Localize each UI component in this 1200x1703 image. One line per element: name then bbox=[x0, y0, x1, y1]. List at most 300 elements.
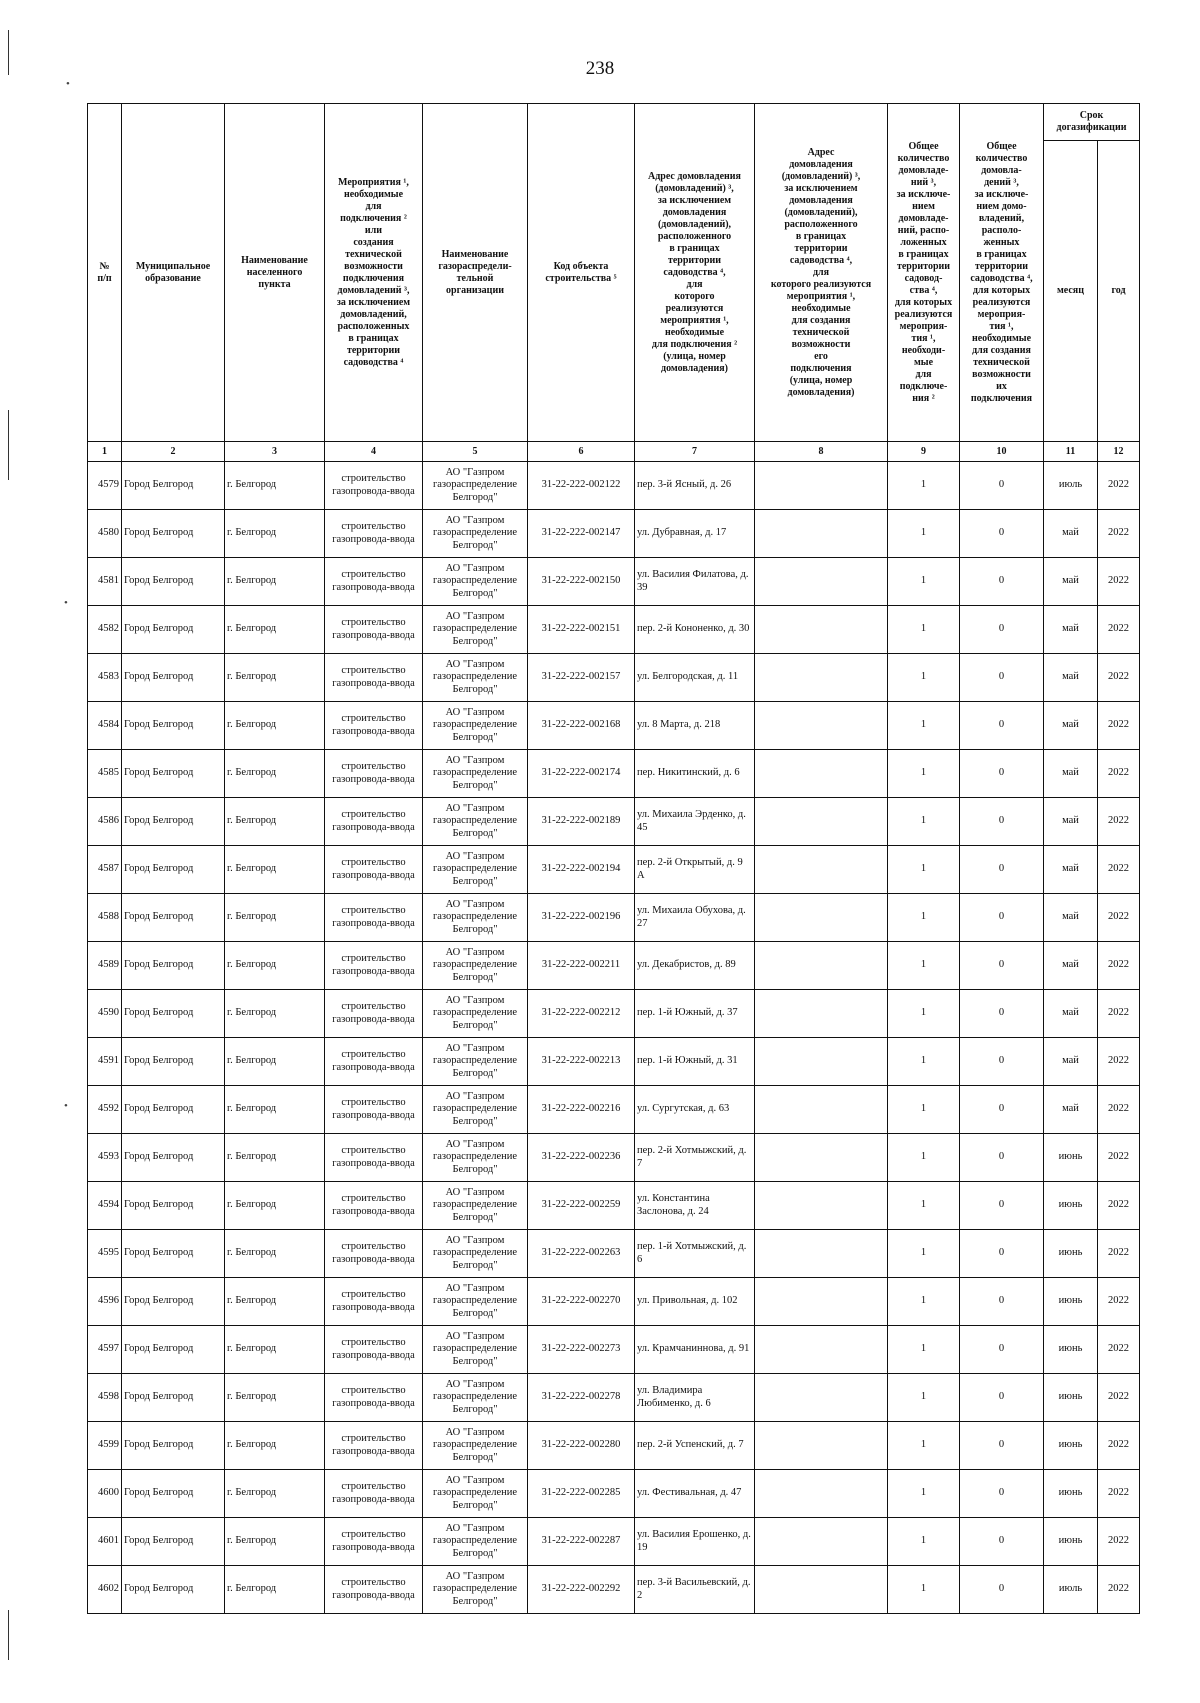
gas-organization-cell: АО "Газпром газораспределение Белгород" bbox=[423, 1374, 528, 1422]
measure-cell: строительство газопровода-ввода bbox=[325, 558, 423, 606]
municipality-cell: Город Белгород bbox=[122, 990, 225, 1038]
gas-organization-cell: АО "Газпром газораспределение Белгород" bbox=[423, 846, 528, 894]
measure-cell: строительство газопровода-ввода bbox=[325, 606, 423, 654]
gas-organization-cell: АО "Газпром газораспределение Белгород" bbox=[423, 1518, 528, 1566]
object-code-cell: 31-22-222-002213 bbox=[528, 1038, 635, 1086]
year-cell: 2022 bbox=[1098, 606, 1140, 654]
address-capability-cell bbox=[755, 1278, 888, 1326]
margin-dot: • bbox=[64, 1100, 68, 1112]
count-capability-cell: 0 bbox=[960, 942, 1044, 990]
measure-cell: строительство газопровода-ввода bbox=[325, 1518, 423, 1566]
measure-cell: строительство газопровода-ввода bbox=[325, 894, 423, 942]
year-cell: 2022 bbox=[1098, 1326, 1140, 1374]
municipality-cell: Город Белгород bbox=[122, 1230, 225, 1278]
count-connection-cell: 1 bbox=[888, 990, 960, 1038]
object-code-cell: 31-22-222-002292 bbox=[528, 1566, 635, 1614]
count-connection-cell: 1 bbox=[888, 1374, 960, 1422]
year-cell: 2022 bbox=[1098, 558, 1140, 606]
address-cell: ул. Дубравная, д. 17 bbox=[635, 510, 755, 558]
address-cell: ул. Владимира Любименко, д. 6 bbox=[635, 1374, 755, 1422]
table-row bbox=[88, 798, 1140, 846]
count-connection-cell: 1 bbox=[888, 1470, 960, 1518]
month-cell: июнь bbox=[1044, 1518, 1098, 1566]
object-code-cell: 31-22-222-002151 bbox=[528, 606, 635, 654]
address-capability-cell bbox=[755, 798, 888, 846]
month-cell: май bbox=[1044, 702, 1098, 750]
count-connection-cell: 1 bbox=[888, 1230, 960, 1278]
header-address-capability: Адрес домовладения (домовладений) ³, за исключением домовладения (домовладений), расположенного в границах территории садоводства ⁴, для которого реализуются мероприятия ¹, необходимые для создания технической возможности его подключения (улица, номер домовладения) bbox=[755, 104, 888, 442]
year-cell: 2022 bbox=[1098, 1374, 1140, 1422]
municipality-cell: Город Белгород bbox=[122, 702, 225, 750]
gas-organization-cell: АО "Газпром газораспределение Белгород" bbox=[423, 702, 528, 750]
object-code-cell: 31-22-222-002168 bbox=[528, 702, 635, 750]
municipality-cell: Город Белгород bbox=[122, 798, 225, 846]
address-cell: ул. Константина Заслонова, д. 24 bbox=[635, 1182, 755, 1230]
count-capability-cell: 0 bbox=[960, 894, 1044, 942]
header-measures: Мероприятия ¹, необходимые для подключения ² или создания технической возможности подключения домовладений ³, за исключением домовладений, расположенных в границах территории садоводства ⁴ bbox=[325, 104, 423, 442]
measure-cell: строительство газопровода-ввода bbox=[325, 1566, 423, 1614]
object-code-cell: 31-22-222-002259 bbox=[528, 1182, 635, 1230]
count-capability-cell: 0 bbox=[960, 1326, 1044, 1374]
row-number: 4582 bbox=[88, 606, 122, 654]
address-cell: ул. Василия Филатова, д. 39 bbox=[635, 558, 755, 606]
year-cell: 2022 bbox=[1098, 1038, 1140, 1086]
settlement-cell: г. Белгород bbox=[225, 606, 325, 654]
table-row bbox=[88, 894, 1140, 942]
count-capability-cell: 0 bbox=[960, 606, 1044, 654]
municipality-cell: Город Белгород bbox=[122, 1518, 225, 1566]
page-number: 238 bbox=[585, 58, 615, 79]
count-connection-cell: 1 bbox=[888, 846, 960, 894]
municipality-cell: Город Белгород bbox=[122, 558, 225, 606]
row-number: 4580 bbox=[88, 510, 122, 558]
header-month: месяц bbox=[1044, 141, 1098, 442]
table-row bbox=[88, 510, 1140, 558]
column-number-row bbox=[88, 442, 1140, 462]
table-body bbox=[88, 462, 1140, 1614]
municipality-cell: Город Белгород bbox=[122, 1182, 225, 1230]
table-row bbox=[88, 1086, 1140, 1134]
settlement-cell: г. Белгород bbox=[225, 1470, 325, 1518]
address-cell: ул. Фестивальная, д. 47 bbox=[635, 1470, 755, 1518]
object-code-cell: 31-22-222-002287 bbox=[528, 1518, 635, 1566]
settlement-cell: г. Белгород bbox=[225, 1278, 325, 1326]
row-number: 4584 bbox=[88, 702, 122, 750]
table-row bbox=[88, 1134, 1140, 1182]
table-row bbox=[88, 462, 1140, 510]
address-cell: пер. 2-й Успенский, д. 7 bbox=[635, 1422, 755, 1470]
margin-rule bbox=[8, 1610, 9, 1660]
municipality-cell: Город Белгород bbox=[122, 1086, 225, 1134]
table-row bbox=[88, 942, 1140, 990]
municipality-cell: Город Белгород bbox=[122, 654, 225, 702]
row-number: 4591 bbox=[88, 1038, 122, 1086]
month-cell: май bbox=[1044, 894, 1098, 942]
count-capability-cell: 0 bbox=[960, 990, 1044, 1038]
table-row bbox=[88, 1470, 1140, 1518]
row-number: 4581 bbox=[88, 558, 122, 606]
table-row bbox=[88, 846, 1140, 894]
object-code-cell: 31-22-222-002285 bbox=[528, 1470, 635, 1518]
year-cell: 2022 bbox=[1098, 1566, 1140, 1614]
count-connection-cell: 1 bbox=[888, 1422, 960, 1470]
header-row-number: № п/п bbox=[88, 104, 122, 442]
column-number-cell: 4 bbox=[325, 442, 423, 462]
object-code-cell: 31-22-222-002150 bbox=[528, 558, 635, 606]
municipality-cell: Город Белгород bbox=[122, 1326, 225, 1374]
header-count-connection: Общее количество домовладе- ний ³, за исключе- нием домовладе- ний, распо- ложенных в границах территории садовод- ства ⁴, для которых реализуются мероприя- тия ¹, необходи- мые для подключе- ния ² bbox=[888, 104, 960, 442]
row-number: 4583 bbox=[88, 654, 122, 702]
count-connection-cell: 1 bbox=[888, 1182, 960, 1230]
settlement-cell: г. Белгород bbox=[225, 1518, 325, 1566]
row-number: 4592 bbox=[88, 1086, 122, 1134]
header-settlement: Наименование населенного пункта bbox=[225, 104, 325, 442]
object-code-cell: 31-22-222-002174 bbox=[528, 750, 635, 798]
measure-cell: строительство газопровода-ввода bbox=[325, 1278, 423, 1326]
measure-cell: строительство газопровода-ввода bbox=[325, 1230, 423, 1278]
settlement-cell: г. Белгород bbox=[225, 510, 325, 558]
address-capability-cell bbox=[755, 1326, 888, 1374]
gas-organization-cell: АО "Газпром газораспределение Белгород" bbox=[423, 750, 528, 798]
year-cell: 2022 bbox=[1098, 1182, 1140, 1230]
address-capability-cell bbox=[755, 462, 888, 510]
measure-cell: строительство газопровода-ввода bbox=[325, 1326, 423, 1374]
gas-organization-cell: АО "Газпром газораспределение Белгород" bbox=[423, 1422, 528, 1470]
settlement-cell: г. Белгород bbox=[225, 1038, 325, 1086]
column-number-cell: 10 bbox=[960, 442, 1044, 462]
object-code-cell: 31-22-222-002196 bbox=[528, 894, 635, 942]
settlement-cell: г. Белгород bbox=[225, 1086, 325, 1134]
month-cell: май bbox=[1044, 606, 1098, 654]
settlement-cell: г. Белгород bbox=[225, 1182, 325, 1230]
margin-dot: • bbox=[66, 78, 70, 90]
object-code-cell: 31-22-222-002236 bbox=[528, 1134, 635, 1182]
object-code-cell: 31-22-222-002270 bbox=[528, 1278, 635, 1326]
count-connection-cell: 1 bbox=[888, 1278, 960, 1326]
month-cell: май bbox=[1044, 1038, 1098, 1086]
month-cell: май bbox=[1044, 798, 1098, 846]
gas-organization-cell: АО "Газпром газораспределение Белгород" bbox=[423, 1086, 528, 1134]
address-capability-cell bbox=[755, 606, 888, 654]
address-cell: ул. Привольная, д. 102 bbox=[635, 1278, 755, 1326]
year-cell: 2022 bbox=[1098, 846, 1140, 894]
address-cell: ул. Белгородская, д. 11 bbox=[635, 654, 755, 702]
year-cell: 2022 bbox=[1098, 654, 1140, 702]
settlement-cell: г. Белгород bbox=[225, 1374, 325, 1422]
object-code-cell: 31-22-222-002194 bbox=[528, 846, 635, 894]
count-connection-cell: 1 bbox=[888, 1038, 960, 1086]
measure-cell: строительство газопровода-ввода bbox=[325, 990, 423, 1038]
year-cell: 2022 bbox=[1098, 990, 1140, 1038]
month-cell: май bbox=[1044, 1086, 1098, 1134]
measure-cell: строительство газопровода-ввода bbox=[325, 654, 423, 702]
table-row bbox=[88, 1230, 1140, 1278]
address-cell: пер. 2-й Кононенко, д. 30 bbox=[635, 606, 755, 654]
year-cell: 2022 bbox=[1098, 1134, 1140, 1182]
gas-organization-cell: АО "Газпром газораспределение Белгород" bbox=[423, 894, 528, 942]
settlement-cell: г. Белгород bbox=[225, 942, 325, 990]
count-connection-cell: 1 bbox=[888, 750, 960, 798]
settlement-cell: г. Белгород bbox=[225, 1230, 325, 1278]
month-cell: июнь bbox=[1044, 1326, 1098, 1374]
count-capability-cell: 0 bbox=[960, 1278, 1044, 1326]
header-gas-organization: Наименование газораспредели- тельной организации bbox=[423, 104, 528, 442]
year-cell: 2022 bbox=[1098, 942, 1140, 990]
gas-organization-cell: АО "Газпром газораспределение Белгород" bbox=[423, 558, 528, 606]
address-capability-cell bbox=[755, 1518, 888, 1566]
address-capability-cell bbox=[755, 894, 888, 942]
municipality-cell: Город Белгород bbox=[122, 1566, 225, 1614]
settlement-cell: г. Белгород bbox=[225, 990, 325, 1038]
settlement-cell: г. Белгород bbox=[225, 702, 325, 750]
table-row bbox=[88, 1326, 1140, 1374]
municipality-cell: Город Белгород bbox=[122, 1038, 225, 1086]
measure-cell: строительство газопровода-ввода bbox=[325, 942, 423, 990]
count-capability-cell: 0 bbox=[960, 1086, 1044, 1134]
year-cell: 2022 bbox=[1098, 1470, 1140, 1518]
municipality-cell: Город Белгород bbox=[122, 462, 225, 510]
column-number-cell: 9 bbox=[888, 442, 960, 462]
settlement-cell: г. Белгород bbox=[225, 1326, 325, 1374]
count-capability-cell: 0 bbox=[960, 1470, 1044, 1518]
header-object-code: Код объекта строительства ⁵ bbox=[528, 104, 635, 442]
column-number-cell: 5 bbox=[423, 442, 528, 462]
month-cell: май bbox=[1044, 654, 1098, 702]
settlement-cell: г. Белгород bbox=[225, 894, 325, 942]
object-code-cell: 31-22-222-002263 bbox=[528, 1230, 635, 1278]
municipality-cell: Город Белгород bbox=[122, 606, 225, 654]
gas-organization-cell: АО "Газпром газораспределение Белгород" bbox=[423, 1038, 528, 1086]
month-cell: май bbox=[1044, 990, 1098, 1038]
table-row bbox=[88, 1566, 1140, 1614]
address-cell: ул. Михаила Эрденко, д. 45 bbox=[635, 798, 755, 846]
measure-cell: строительство газопровода-ввода bbox=[325, 750, 423, 798]
address-capability-cell bbox=[755, 750, 888, 798]
address-capability-cell bbox=[755, 702, 888, 750]
address-capability-cell bbox=[755, 1134, 888, 1182]
header-year: год bbox=[1098, 141, 1140, 442]
measure-cell: строительство газопровода-ввода bbox=[325, 510, 423, 558]
table-row bbox=[88, 1422, 1140, 1470]
month-cell: июнь bbox=[1044, 1182, 1098, 1230]
address-capability-cell bbox=[755, 1230, 888, 1278]
object-code-cell: 31-22-222-002273 bbox=[528, 1326, 635, 1374]
month-cell: июнь bbox=[1044, 1422, 1098, 1470]
column-number-cell: 1 bbox=[88, 442, 122, 462]
column-number-cell: 7 bbox=[635, 442, 755, 462]
row-number: 4601 bbox=[88, 1518, 122, 1566]
row-number: 4595 bbox=[88, 1230, 122, 1278]
month-cell: июнь bbox=[1044, 1278, 1098, 1326]
address-cell: ул. Василия Ерошенко, д. 19 bbox=[635, 1518, 755, 1566]
count-connection-cell: 1 bbox=[888, 558, 960, 606]
gas-organization-cell: АО "Газпром газораспределение Белгород" bbox=[423, 606, 528, 654]
table-row bbox=[88, 702, 1140, 750]
settlement-cell: г. Белгород bbox=[225, 654, 325, 702]
table-row bbox=[88, 1278, 1140, 1326]
margin-dot: • bbox=[64, 597, 68, 609]
table-row bbox=[88, 1518, 1140, 1566]
month-cell: май bbox=[1044, 942, 1098, 990]
address-capability-cell bbox=[755, 1566, 888, 1614]
count-connection-cell: 1 bbox=[888, 1518, 960, 1566]
month-cell: июнь bbox=[1044, 1230, 1098, 1278]
count-capability-cell: 0 bbox=[960, 702, 1044, 750]
table-row bbox=[88, 1038, 1140, 1086]
count-capability-cell: 0 bbox=[960, 462, 1044, 510]
row-number: 4588 bbox=[88, 894, 122, 942]
address-capability-cell bbox=[755, 990, 888, 1038]
address-cell: пер. 1-й Хотмыжский, д. 6 bbox=[635, 1230, 755, 1278]
gas-organization-cell: АО "Газпром газораспределение Белгород" bbox=[423, 1134, 528, 1182]
count-connection-cell: 1 bbox=[888, 798, 960, 846]
count-capability-cell: 0 bbox=[960, 510, 1044, 558]
count-connection-cell: 1 bbox=[888, 606, 960, 654]
settlement-cell: г. Белгород bbox=[225, 750, 325, 798]
year-cell: 2022 bbox=[1098, 1086, 1140, 1134]
month-cell: май bbox=[1044, 510, 1098, 558]
margin-rule bbox=[8, 410, 9, 480]
count-connection-cell: 1 bbox=[888, 1134, 960, 1182]
settlement-cell: г. Белгород bbox=[225, 798, 325, 846]
month-cell: июль bbox=[1044, 462, 1098, 510]
row-number: 4602 bbox=[88, 1566, 122, 1614]
settlement-cell: г. Белгород bbox=[225, 462, 325, 510]
header-gasification-term: Срок догазификации bbox=[1044, 104, 1140, 141]
table-row bbox=[88, 1182, 1140, 1230]
address-cell: пер. 1-й Южный, д. 37 bbox=[635, 990, 755, 1038]
row-number: 4590 bbox=[88, 990, 122, 1038]
month-cell: май bbox=[1044, 846, 1098, 894]
count-capability-cell: 0 bbox=[960, 1518, 1044, 1566]
object-code-cell: 31-22-222-002212 bbox=[528, 990, 635, 1038]
count-capability-cell: 0 bbox=[960, 1038, 1044, 1086]
measure-cell: строительство газопровода-ввода bbox=[325, 1470, 423, 1518]
row-number: 4585 bbox=[88, 750, 122, 798]
count-connection-cell: 1 bbox=[888, 510, 960, 558]
count-capability-cell: 0 bbox=[960, 750, 1044, 798]
address-cell: пер. Никитинский, д. 6 bbox=[635, 750, 755, 798]
gas-organization-cell: АО "Газпром газораспределение Белгород" bbox=[423, 942, 528, 990]
municipality-cell: Город Белгород bbox=[122, 1422, 225, 1470]
count-capability-cell: 0 bbox=[960, 846, 1044, 894]
address-capability-cell bbox=[755, 558, 888, 606]
object-code-cell: 31-22-222-002278 bbox=[528, 1374, 635, 1422]
row-number: 4596 bbox=[88, 1278, 122, 1326]
address-cell: ул. Декабристов, д. 89 bbox=[635, 942, 755, 990]
measure-cell: строительство газопровода-ввода bbox=[325, 462, 423, 510]
address-cell: пер. 1-й Южный, д. 31 bbox=[635, 1038, 755, 1086]
count-connection-cell: 1 bbox=[888, 702, 960, 750]
settlement-cell: г. Белгород bbox=[225, 1134, 325, 1182]
year-cell: 2022 bbox=[1098, 894, 1140, 942]
address-capability-cell bbox=[755, 1422, 888, 1470]
object-code-cell: 31-22-222-002147 bbox=[528, 510, 635, 558]
row-number: 4598 bbox=[88, 1374, 122, 1422]
object-code-cell: 31-22-222-002211 bbox=[528, 942, 635, 990]
table-row bbox=[88, 1374, 1140, 1422]
year-cell: 2022 bbox=[1098, 1518, 1140, 1566]
gas-organization-cell: АО "Газпром газораспределение Белгород" bbox=[423, 1326, 528, 1374]
column-number-cell: 6 bbox=[528, 442, 635, 462]
municipality-cell: Город Белгород bbox=[122, 1470, 225, 1518]
count-capability-cell: 0 bbox=[960, 1566, 1044, 1614]
address-capability-cell bbox=[755, 1182, 888, 1230]
settlement-cell: г. Белгород bbox=[225, 1566, 325, 1614]
count-capability-cell: 0 bbox=[960, 1422, 1044, 1470]
header-municipality: Муниципальное образование bbox=[122, 104, 225, 442]
row-number: 4589 bbox=[88, 942, 122, 990]
gas-organization-cell: АО "Газпром газораспределение Белгород" bbox=[423, 990, 528, 1038]
measure-cell: строительство газопровода-ввода bbox=[325, 1422, 423, 1470]
address-capability-cell bbox=[755, 654, 888, 702]
month-cell: июнь bbox=[1044, 1470, 1098, 1518]
address-capability-cell bbox=[755, 1086, 888, 1134]
object-code-cell: 31-22-222-002157 bbox=[528, 654, 635, 702]
count-connection-cell: 1 bbox=[888, 942, 960, 990]
row-number: 4587 bbox=[88, 846, 122, 894]
row-number: 4594 bbox=[88, 1182, 122, 1230]
measure-cell: строительство газопровода-ввода bbox=[325, 1086, 423, 1134]
gas-organization-cell: АО "Газпром газораспределение Белгород" bbox=[423, 462, 528, 510]
column-number-cell: 2 bbox=[122, 442, 225, 462]
municipality-cell: Город Белгород bbox=[122, 510, 225, 558]
object-code-cell: 31-22-222-002280 bbox=[528, 1422, 635, 1470]
gas-organization-cell: АО "Газпром газораспределение Белгород" bbox=[423, 1470, 528, 1518]
year-cell: 2022 bbox=[1098, 1230, 1140, 1278]
header-address-connection: Адрес домовладения (домовладений) ³, за исключением домовладения (домовладений), расположенного в границах территории садоводства ⁴, для которого реализуются мероприятия ¹, необходимые для подключения ² (улица, номер домовладения) bbox=[635, 104, 755, 442]
object-code-cell: 31-22-222-002216 bbox=[528, 1086, 635, 1134]
year-cell: 2022 bbox=[1098, 1422, 1140, 1470]
count-connection-cell: 1 bbox=[888, 1326, 960, 1374]
year-cell: 2022 bbox=[1098, 1278, 1140, 1326]
municipality-cell: Город Белгород bbox=[122, 846, 225, 894]
address-cell: ул. 8 Марта, д. 218 bbox=[635, 702, 755, 750]
address-capability-cell bbox=[755, 846, 888, 894]
count-connection-cell: 1 bbox=[888, 894, 960, 942]
municipality-cell: Город Белгород bbox=[122, 1374, 225, 1422]
count-capability-cell: 0 bbox=[960, 654, 1044, 702]
measure-cell: строительство газопровода-ввода bbox=[325, 1134, 423, 1182]
count-capability-cell: 0 bbox=[960, 1230, 1044, 1278]
table-row bbox=[88, 750, 1140, 798]
address-cell: пер. 2-й Хотмыжский, д. 7 bbox=[635, 1134, 755, 1182]
municipality-cell: Город Белгород bbox=[122, 942, 225, 990]
row-number: 4599 bbox=[88, 1422, 122, 1470]
municipality-cell: Город Белгород bbox=[122, 1134, 225, 1182]
settlement-cell: г. Белгород bbox=[225, 846, 325, 894]
table-row bbox=[88, 558, 1140, 606]
measure-cell: строительство газопровода-ввода bbox=[325, 1182, 423, 1230]
count-capability-cell: 0 bbox=[960, 1134, 1044, 1182]
gas-organization-cell: АО "Газпром газораспределение Белгород" bbox=[423, 654, 528, 702]
count-connection-cell: 1 bbox=[888, 1086, 960, 1134]
count-connection-cell: 1 bbox=[888, 654, 960, 702]
row-number: 4597 bbox=[88, 1326, 122, 1374]
measure-cell: строительство газопровода-ввода bbox=[325, 1374, 423, 1422]
year-cell: 2022 bbox=[1098, 750, 1140, 798]
address-cell: ул. Михаила Обухова, д. 27 bbox=[635, 894, 755, 942]
count-capability-cell: 0 bbox=[960, 1374, 1044, 1422]
gas-organization-cell: АО "Газпром газораспределение Белгород" bbox=[423, 1230, 528, 1278]
table-row bbox=[88, 654, 1140, 702]
column-number-cell: 3 bbox=[225, 442, 325, 462]
count-connection-cell: 1 bbox=[888, 462, 960, 510]
row-number: 4586 bbox=[88, 798, 122, 846]
gas-organization-cell: АО "Газпром газораспределение Белгород" bbox=[423, 1278, 528, 1326]
address-capability-cell bbox=[755, 1038, 888, 1086]
month-cell: июль bbox=[1044, 1566, 1098, 1614]
